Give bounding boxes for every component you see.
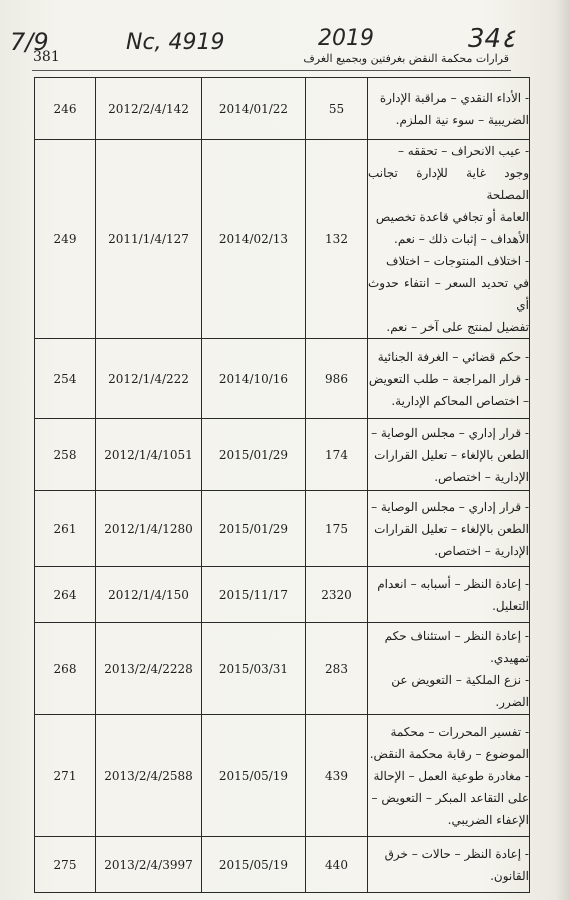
page-ref: 258 bbox=[35, 419, 96, 491]
subject-cell: - حكم قضائي – الغرفة الجنائية - قرار المراجعة – طلب التعويض – اختصاص المحاكم الإدارية. bbox=[368, 339, 530, 419]
decisions-table bbox=[34, 77, 530, 893]
page-ref: 246 bbox=[35, 78, 96, 140]
running-title: قرارات محكمة النقض بغرفتين وبجميع الغرف bbox=[303, 52, 509, 65]
table-row bbox=[35, 140, 530, 339]
decision-date: 2015/01/29 bbox=[202, 491, 306, 567]
file-number: 2011/1/4/127 bbox=[96, 140, 202, 339]
subject-cell: - عيب الانحراف – تحققه – وجود غاية للإدارة تجانب المصلحة العامة أو تجافي قاعدة تخصيص الأهداف – إثبات ذلك – نعم. - اختلاف المنتوجات – اختلاف في تحديد السعر – انتفاء حدوث أي تفضيل لمنتج على آخر – نعم. bbox=[368, 140, 530, 339]
file-number: 2013/2/4/3997 bbox=[96, 837, 202, 893]
decision-date: 2015/05/19 bbox=[202, 837, 306, 893]
header-rule bbox=[32, 70, 511, 71]
page-ref: 275 bbox=[35, 837, 96, 893]
decision-date: 2014/01/22 bbox=[202, 78, 306, 140]
handwritten-note-reference: Nc, 4919 bbox=[126, 30, 225, 55]
decision-number: 439 bbox=[306, 715, 368, 837]
decision-number: 440 bbox=[306, 837, 368, 893]
subject-cell: - إعادة النظر – حالات – خرق القانون. bbox=[368, 837, 530, 893]
handwritten-note-left: 7/9 bbox=[10, 28, 49, 56]
decision-date: 2014/02/13 bbox=[202, 140, 306, 339]
table-row bbox=[35, 491, 530, 567]
table-row bbox=[35, 567, 530, 623]
table-row bbox=[35, 78, 530, 140]
subject-cell: - قرار إداري – مجلس الوصاية – الطعن بالإلغاء – تعليل القرارات الإدارية – اختصاص. bbox=[368, 419, 530, 491]
table-row bbox=[35, 419, 530, 491]
file-number: 2012/1/4/1280 bbox=[96, 491, 202, 567]
page-ref: 271 bbox=[35, 715, 96, 837]
decision-date: 2015/01/29 bbox=[202, 419, 306, 491]
table-row bbox=[35, 837, 530, 893]
decision-number: 55 bbox=[306, 78, 368, 140]
page-ref: 264 bbox=[35, 567, 96, 623]
page-ref: 268 bbox=[35, 623, 96, 715]
page-number: 381 bbox=[33, 49, 60, 65]
decision-number: 986 bbox=[306, 339, 368, 419]
decision-date: 2015/05/19 bbox=[202, 715, 306, 837]
decision-date: 2015/03/31 bbox=[202, 623, 306, 715]
table-row bbox=[35, 623, 530, 715]
handwritten-note-right: 34٤ bbox=[468, 24, 516, 54]
decision-number: 2320 bbox=[306, 567, 368, 623]
decision-number: 175 bbox=[306, 491, 368, 567]
subject-cell: - إعادة النظر – استئناف حكم تمهيدي. - نزع الملكية – التعويض عن الضرر. bbox=[368, 623, 530, 715]
page-edge-shadow bbox=[555, 0, 569, 900]
table-row bbox=[35, 715, 530, 837]
subject-cell: - الأداء النقدي – مراقبة الإدارة الضريبية – سوء نية الملزم. bbox=[368, 78, 530, 140]
decision-date: 2015/11/17 bbox=[202, 567, 306, 623]
decision-number: 174 bbox=[306, 419, 368, 491]
subject-cell: - قرار إداري – مجلس الوصاية – الطعن بالإلغاء – تعليل القرارات الإدارية – اختصاص. bbox=[368, 491, 530, 567]
page-ref: 249 bbox=[35, 140, 96, 339]
page-ref: 254 bbox=[35, 339, 96, 419]
decision-number: 132 bbox=[306, 140, 368, 339]
file-number: 2013/2/4/2228 bbox=[96, 623, 202, 715]
file-number: 2013/2/4/2588 bbox=[96, 715, 202, 837]
file-number: 2012/1/4/1051 bbox=[96, 419, 202, 491]
decision-date: 2014/10/16 bbox=[202, 339, 306, 419]
subject-cell: - تفسير المحررات – محكمة الموضوع – رقابة محكمة النقض. - مغادرة طوعية العمل – الإحالة على التقاعد المبكر – التعويض – الإعفاء الضريبي. bbox=[368, 715, 530, 837]
decision-number: 283 bbox=[306, 623, 368, 715]
file-number: 2012/1/4/150 bbox=[96, 567, 202, 623]
handwritten-note-year: 2019 bbox=[318, 26, 374, 51]
file-number: 2012/2/4/142 bbox=[96, 78, 202, 140]
page-ref: 261 bbox=[35, 491, 96, 567]
file-number: 2012/1/4/222 bbox=[96, 339, 202, 419]
subject-cell: - إعادة النظر – أسبابه – انعدام التعليل. bbox=[368, 567, 530, 623]
table-row bbox=[35, 339, 530, 419]
